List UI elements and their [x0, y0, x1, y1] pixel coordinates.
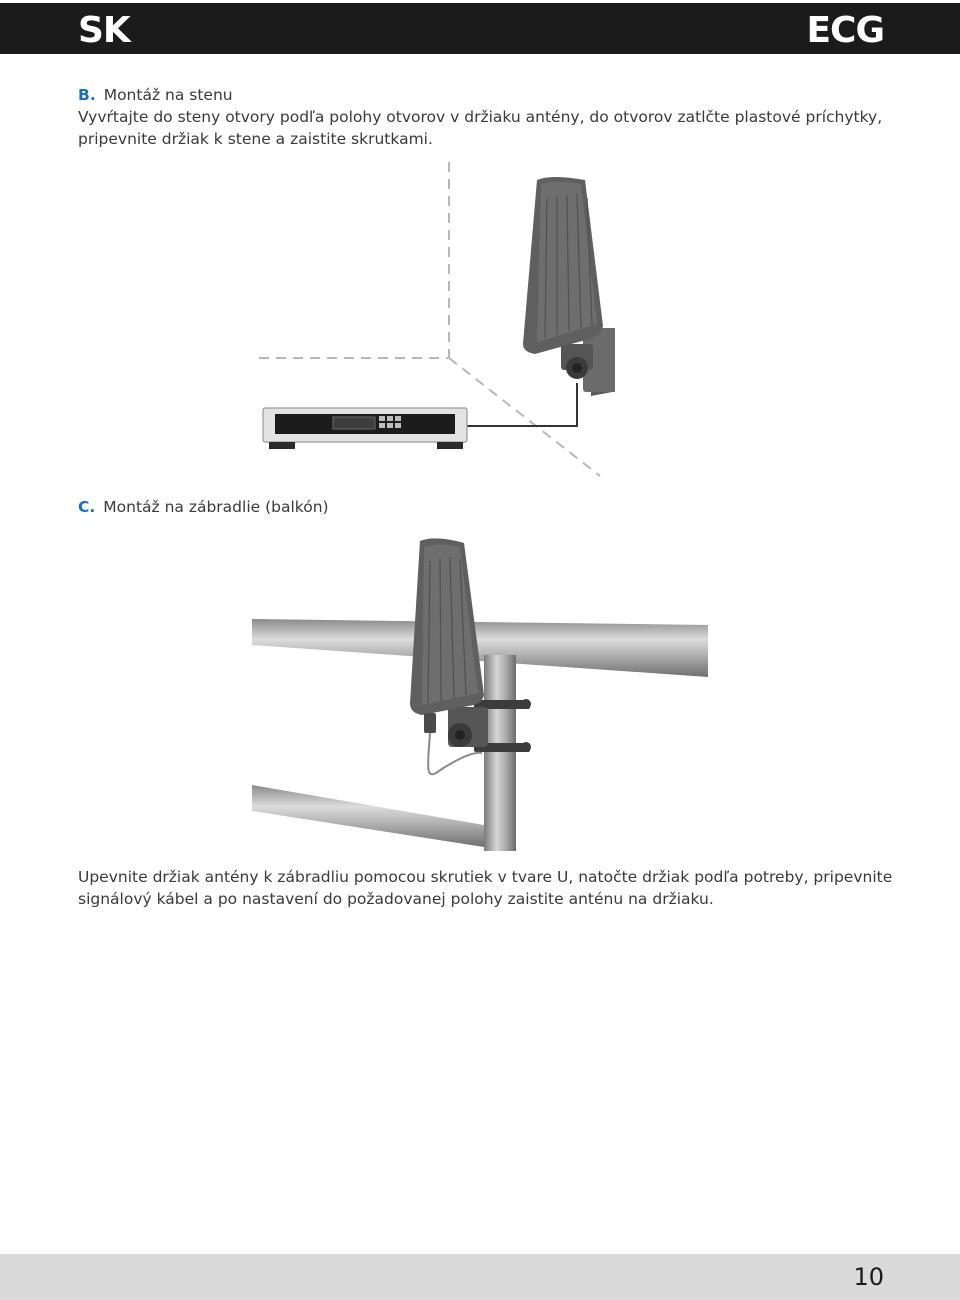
section-letter: B. — [78, 86, 96, 104]
section-railing-mount — [78, 496, 898, 518]
railing-instructions: Upevnite držiak antény k zábradliu pomocou skrutiek v tvare U, natočte držiak podľa potreby, pripevnite signálový kábel a po nastavení do požadovanej polohy zaistite anténu na držiaku. — [78, 868, 893, 908]
vertical-post — [484, 655, 516, 851]
section-title — [78, 84, 898, 106]
section-letter: C. — [78, 498, 96, 516]
section-title-text: Montáž na zábradlie (balkón) — [103, 498, 329, 516]
antenna-cable — [467, 383, 577, 426]
header-bar — [0, 3, 960, 54]
railing-mounted-antenna-illustration — [250, 535, 710, 851]
section-title — [78, 496, 898, 518]
antenna-panel — [523, 177, 603, 354]
section-body: Vyvŕtajte do steny otvory podľa polohy otvorov v držiaku antény, do otvorov zatlčte plastové príchytky, pripevnite držiak k stene a zaistite skrutkami. — [78, 108, 883, 148]
brand-logo: ECG — [806, 10, 884, 51]
wall-mounted-antenna-illustration — [255, 158, 615, 480]
page-number: 10 — [853, 1263, 884, 1291]
footer-bar — [0, 1254, 960, 1300]
antenna-panel — [410, 538, 484, 733]
set-top-box — [263, 408, 467, 449]
section-title-text: Montáž na stenu — [103, 86, 233, 104]
section-wall-mount — [78, 84, 898, 150]
lower-rail — [252, 785, 484, 847]
railing-bracket — [448, 707, 488, 747]
language-code: SK — [78, 10, 130, 51]
